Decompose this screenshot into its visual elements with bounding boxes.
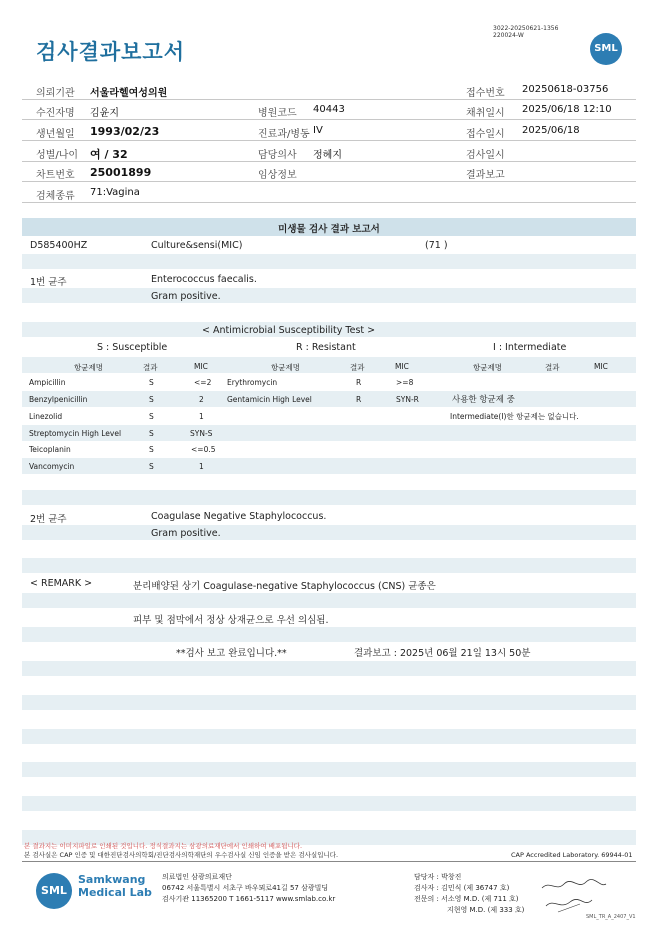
info-row-5 — [22, 162, 636, 182]
ast-result: S — [149, 462, 154, 471]
band-stripe — [22, 357, 636, 373]
page-title: 검사결과보고서 — [36, 40, 186, 64]
band-stripe — [22, 558, 636, 573]
ast-result: S — [149, 395, 154, 404]
col-mic-header: MIC — [594, 362, 608, 371]
col-result-header: 결과 — [143, 363, 158, 372]
organism2-name: Coagulase Negative Staphylococcus. — [151, 511, 327, 522]
col-mic-header: MIC — [395, 362, 409, 371]
doctor-value: 정혜지 — [313, 150, 342, 161]
department-value: IV — [313, 125, 323, 136]
institution-label: 의뢰기관 — [36, 88, 75, 99]
col-mic-header: MIC — [194, 362, 208, 371]
staff-tester: 검사자 : 김민식 (제 36747 호) — [414, 884, 510, 892]
image-print-notice: 본 결과지는 이미지파일로 인쇄된 것입니다. 정식결과지는 삼광의료재단에서 인쇄하여 배포됩니다. — [24, 842, 303, 850]
org-name: 의료법인 삼광의료재단 — [162, 873, 232, 881]
ast-drug: Teicoplanin — [29, 445, 71, 454]
organism2-label: 2번 균주 — [30, 514, 67, 525]
ast-mic: SYN-R — [396, 395, 419, 404]
ast-drug: Gentamicin High Level — [227, 395, 312, 404]
ast-drug: Linezolid — [29, 412, 63, 421]
ast-mic: 2 — [199, 395, 204, 404]
band-stripe — [22, 391, 636, 407]
staff-manager: 담당자 : 박창진 — [414, 873, 462, 881]
test-date-label: 검사일시 — [466, 150, 505, 161]
ast-drug: Benzylpenicillin — [29, 395, 88, 404]
clinical-info-label: 임상정보 — [258, 170, 297, 181]
ast-result: R — [356, 395, 362, 404]
col-result-header: 결과 — [350, 363, 365, 372]
chart-no-value: 25001899 — [90, 166, 152, 179]
sex-age-label: 성별/나이 — [36, 150, 79, 161]
signature-image — [540, 878, 610, 914]
document-id-line1: 3022-20250621-1356 — [493, 25, 559, 32]
sml-logo: SML — [590, 33, 622, 65]
collection-value: 2025/06/18 12:10 — [522, 104, 612, 115]
sml-footer-logo: SML — [36, 873, 72, 909]
band-stripe — [22, 593, 636, 608]
organism1-name: Enterococcus faecalis. — [151, 274, 257, 285]
hospital-code-value: 40443 — [313, 104, 345, 115]
ast-title: < Antimicrobial Susceptibility Test > — [202, 325, 376, 336]
organism1-gram: Gram positive. — [151, 291, 221, 302]
legend-intermediate: I : Intermediate — [493, 342, 567, 353]
org-contact: 검사기관 11365200 T 1661-5117 www.smlab.co.kr — [162, 895, 336, 903]
specimen-value: 71:Vagina — [90, 187, 140, 198]
ast-drug: Ampicillin — [29, 378, 66, 387]
footer-divider — [22, 861, 636, 862]
document-id-line2: 220024-W — [493, 32, 524, 39]
ast-result: R — [356, 378, 362, 387]
remark-label: < REMARK > — [30, 578, 93, 589]
section-header — [22, 218, 636, 236]
hospital-code-label: 병원코드 — [258, 108, 297, 119]
ast-result: S — [149, 412, 154, 421]
sex-age-value: 여 / 32 — [90, 148, 128, 161]
band-stripe — [22, 458, 636, 474]
band-stripe — [22, 762, 636, 777]
cap-notice: 본 검사실은 CAP 인증 및 대한진단검사의학회/진단검사의학재단의 우수검사실 신임 인증을 받은 검사실입니다. — [24, 851, 339, 859]
dob-value: 1993/02/23 — [90, 125, 160, 138]
col-drug-header: 항균제명 — [74, 363, 103, 372]
ast-result: S — [149, 445, 154, 454]
band-stripe — [22, 254, 636, 269]
section-title: 미생물 검사 결과 보고서 — [278, 224, 380, 235]
legend-resistant: R : Resistant — [296, 342, 356, 353]
band-stripe — [22, 695, 636, 710]
organism2-gram: Gram positive. — [151, 528, 221, 539]
ast-result: S — [149, 429, 154, 438]
remark-line1: 분리배양된 상기 Coagulase-negative Staphylococcus (CNS) 균종은 — [133, 581, 436, 592]
col-result-header: 결과 — [545, 363, 560, 372]
col-drug-header: 항균제명 — [473, 363, 502, 372]
ast-mic: 1 — [199, 462, 204, 471]
institution-value: 서울라헬여성의원 — [90, 88, 168, 99]
band-stripe — [22, 525, 636, 540]
ast-mic: <=2 — [194, 378, 212, 387]
ast-note-line1: 사용한 항균제 중 — [452, 395, 515, 405]
ast-result: S — [149, 378, 154, 387]
organism1-label: 1번 균주 — [30, 277, 67, 288]
dob-label: 생년월일 — [36, 129, 75, 140]
legend-susceptible: S : Susceptible — [97, 342, 168, 353]
info-row-1 — [22, 80, 636, 100]
col-drug-header: 항균제명 — [271, 363, 300, 372]
patient-name-value: 김윤지 — [90, 108, 119, 119]
org-address: 06742 서울특별시 서초구 바우뫼로41길 57 삼광빌딩 — [162, 884, 329, 892]
info-row-6 — [22, 183, 636, 203]
ast-mic: <=0.5 — [191, 445, 216, 454]
doctor-label: 담당의사 — [258, 150, 297, 161]
ast-drug: Vancomycin — [29, 462, 75, 471]
report-time: 결과보고 : 2025년 06월 21일 13시 50분 — [354, 648, 531, 659]
collection-label: 채취일시 — [466, 108, 505, 119]
test-number: (71 ) — [425, 240, 448, 251]
band-stripe — [22, 288, 636, 303]
ast-drug: Streptomycin High Level — [29, 429, 122, 438]
patient-name-label: 수진자명 — [36, 108, 75, 119]
specimen-label: 검체종류 — [36, 191, 75, 202]
test-name: Culture&sensi(MIC) — [151, 240, 243, 251]
receipt-no-value: 20250618-03756 — [522, 84, 609, 95]
test-code: D585400HZ — [30, 240, 88, 251]
band-stripe — [22, 490, 636, 505]
info-row-3 — [22, 121, 636, 141]
report-complete: **검사 보고 완료입니다.** — [176, 648, 287, 659]
receipt-date-label: 접수일시 — [466, 129, 505, 140]
band-stripe — [22, 627, 636, 642]
form-version: SML_TR_A_2407_V1 — [586, 914, 636, 920]
cap-accreditation: CAP Accredited Laboratory. 69944-01 — [511, 851, 633, 859]
ast-note-line2: Intermediate(I)한 항균제는 없습니다. — [450, 412, 579, 421]
staff-specialist-2: 지현영 M.D. (제 333 호) — [447, 906, 525, 914]
ast-mic: 1 — [199, 412, 204, 421]
corp-name — [78, 873, 152, 899]
ast-drug: Erythromycin — [227, 378, 278, 387]
department-label: 진료과/병동 — [258, 129, 310, 140]
ast-mic: >=8 — [396, 378, 414, 387]
document-id — [493, 25, 558, 39]
info-row-2 — [22, 100, 636, 120]
chart-no-label: 차트번호 — [36, 170, 75, 181]
band-stripe — [22, 661, 636, 676]
info-row-4 — [22, 142, 636, 162]
ast-mic: SYN-S — [190, 429, 213, 438]
remark-line2: 피부 및 점막에서 정상 상재균으로 우선 의심됨. — [133, 615, 329, 626]
result-report-label: 결과보고 — [466, 170, 505, 181]
receipt-date-value: 2025/06/18 — [522, 125, 580, 136]
band-stripe — [22, 796, 636, 811]
receipt-no-label: 접수번호 — [466, 88, 505, 99]
band-stripe — [22, 729, 636, 744]
staff-specialist: 전문의 : 서소영 M.D. (제 711 호) — [414, 895, 519, 903]
corp-name-line1: Samkwang — [78, 873, 146, 886]
corp-name-line2: Medical Lab — [78, 886, 152, 899]
